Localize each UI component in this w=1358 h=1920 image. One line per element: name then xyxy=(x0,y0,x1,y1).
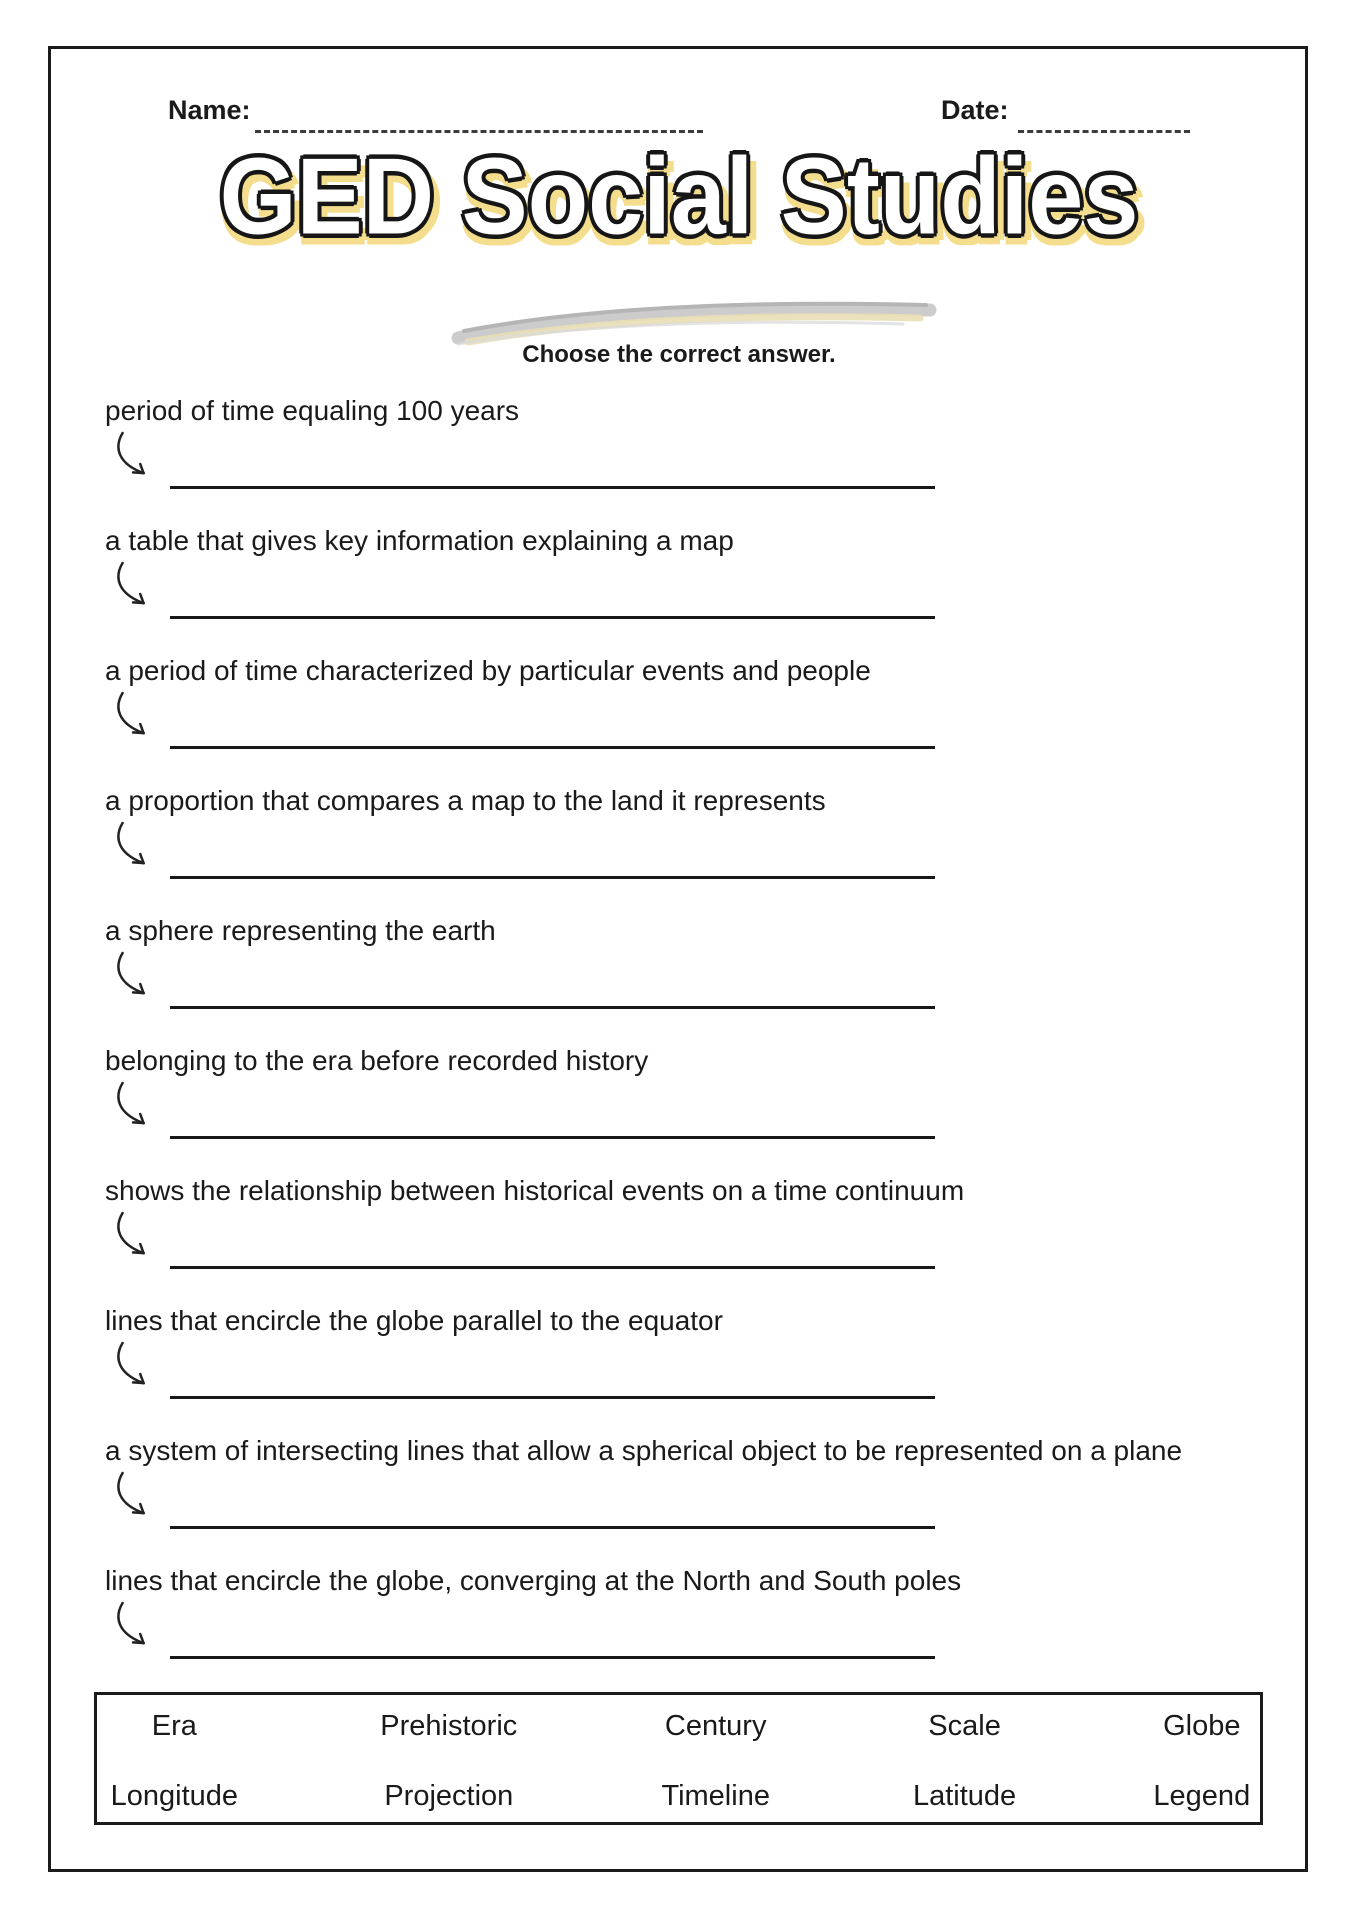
name-input-line[interactable] xyxy=(255,102,703,133)
answer-line[interactable] xyxy=(170,616,935,619)
word-bank-item: Prehistoric xyxy=(380,1710,518,1742)
word-bank-row xyxy=(97,1778,1260,1814)
question-text: shows the relationship between historical events on a time continuum xyxy=(105,1175,965,1206)
word-bank-item: Longitude xyxy=(110,1780,239,1812)
word-bank-item: Latitude xyxy=(912,1780,1017,1812)
word-bank-row xyxy=(97,1708,1260,1744)
answer-line[interactable] xyxy=(170,746,935,749)
word-bank-item: Era xyxy=(151,1710,197,1742)
question-text: a proportion that compares a map to the land it represents xyxy=(105,785,826,816)
curved-arrow-icon xyxy=(113,820,157,870)
question-item xyxy=(105,1043,1320,1173)
worksheet-title: GED Social Studies xyxy=(219,134,1139,257)
curved-arrow-icon xyxy=(113,1600,157,1650)
curved-arrow-icon xyxy=(113,1210,157,1260)
word-bank-item: Scale xyxy=(928,1710,1001,1742)
answer-line[interactable] xyxy=(170,1266,935,1269)
question-text: a sphere representing the earth xyxy=(105,915,496,946)
curved-arrow-icon xyxy=(113,560,157,610)
question-text: a system of intersecting lines that allow a spherical object to be represented on a plane xyxy=(105,1435,1183,1466)
date-input-line[interactable] xyxy=(1018,102,1190,133)
question-text: a table that gives key information explaining a map xyxy=(105,525,734,556)
question-text: belonging to the era before recorded history xyxy=(105,1045,649,1076)
question-item xyxy=(105,783,1320,913)
answer-line[interactable] xyxy=(170,1526,935,1529)
date-label: Date: xyxy=(941,95,1009,125)
answer-line[interactable] xyxy=(170,486,935,489)
question-item xyxy=(105,523,1320,653)
curved-arrow-icon xyxy=(113,690,157,740)
curved-arrow-icon xyxy=(113,950,157,1000)
word-bank-item: Globe xyxy=(1163,1710,1241,1742)
answer-line[interactable] xyxy=(170,1136,935,1139)
word-bank-item: Century xyxy=(664,1710,767,1742)
question-text: a period of time characterized by particular events and people xyxy=(105,655,871,686)
answer-line[interactable] xyxy=(170,876,935,879)
word-bank-item: Projection xyxy=(384,1780,514,1812)
curved-arrow-icon xyxy=(113,1080,157,1130)
answer-line[interactable] xyxy=(170,1396,935,1399)
answer-line[interactable] xyxy=(170,1656,935,1659)
question-text: lines that encircle the globe, converging at the North and South poles xyxy=(105,1565,962,1596)
word-bank xyxy=(94,1692,1263,1825)
question-text: lines that encircle the globe parallel to the equator xyxy=(105,1305,723,1336)
name-label: Name: xyxy=(168,95,251,125)
question-item xyxy=(105,913,1320,1043)
question-item xyxy=(105,653,1320,783)
question-text: period of time equaling 100 years xyxy=(105,395,520,426)
question-item xyxy=(105,393,1320,523)
question-item xyxy=(105,1433,1320,1563)
instruction-text: Choose the correct answer. xyxy=(522,341,836,368)
question-item xyxy=(105,1173,1320,1303)
question-item xyxy=(105,1563,1320,1693)
curved-arrow-icon xyxy=(113,1470,157,1520)
word-bank-item: Legend xyxy=(1153,1780,1251,1812)
swoosh-underline-icon xyxy=(448,294,948,346)
question-item xyxy=(105,1303,1320,1433)
word-bank-item: Timeline xyxy=(661,1780,770,1812)
curved-arrow-icon xyxy=(113,1340,157,1390)
answer-line[interactable] xyxy=(170,1006,935,1009)
curved-arrow-icon xyxy=(113,430,157,480)
